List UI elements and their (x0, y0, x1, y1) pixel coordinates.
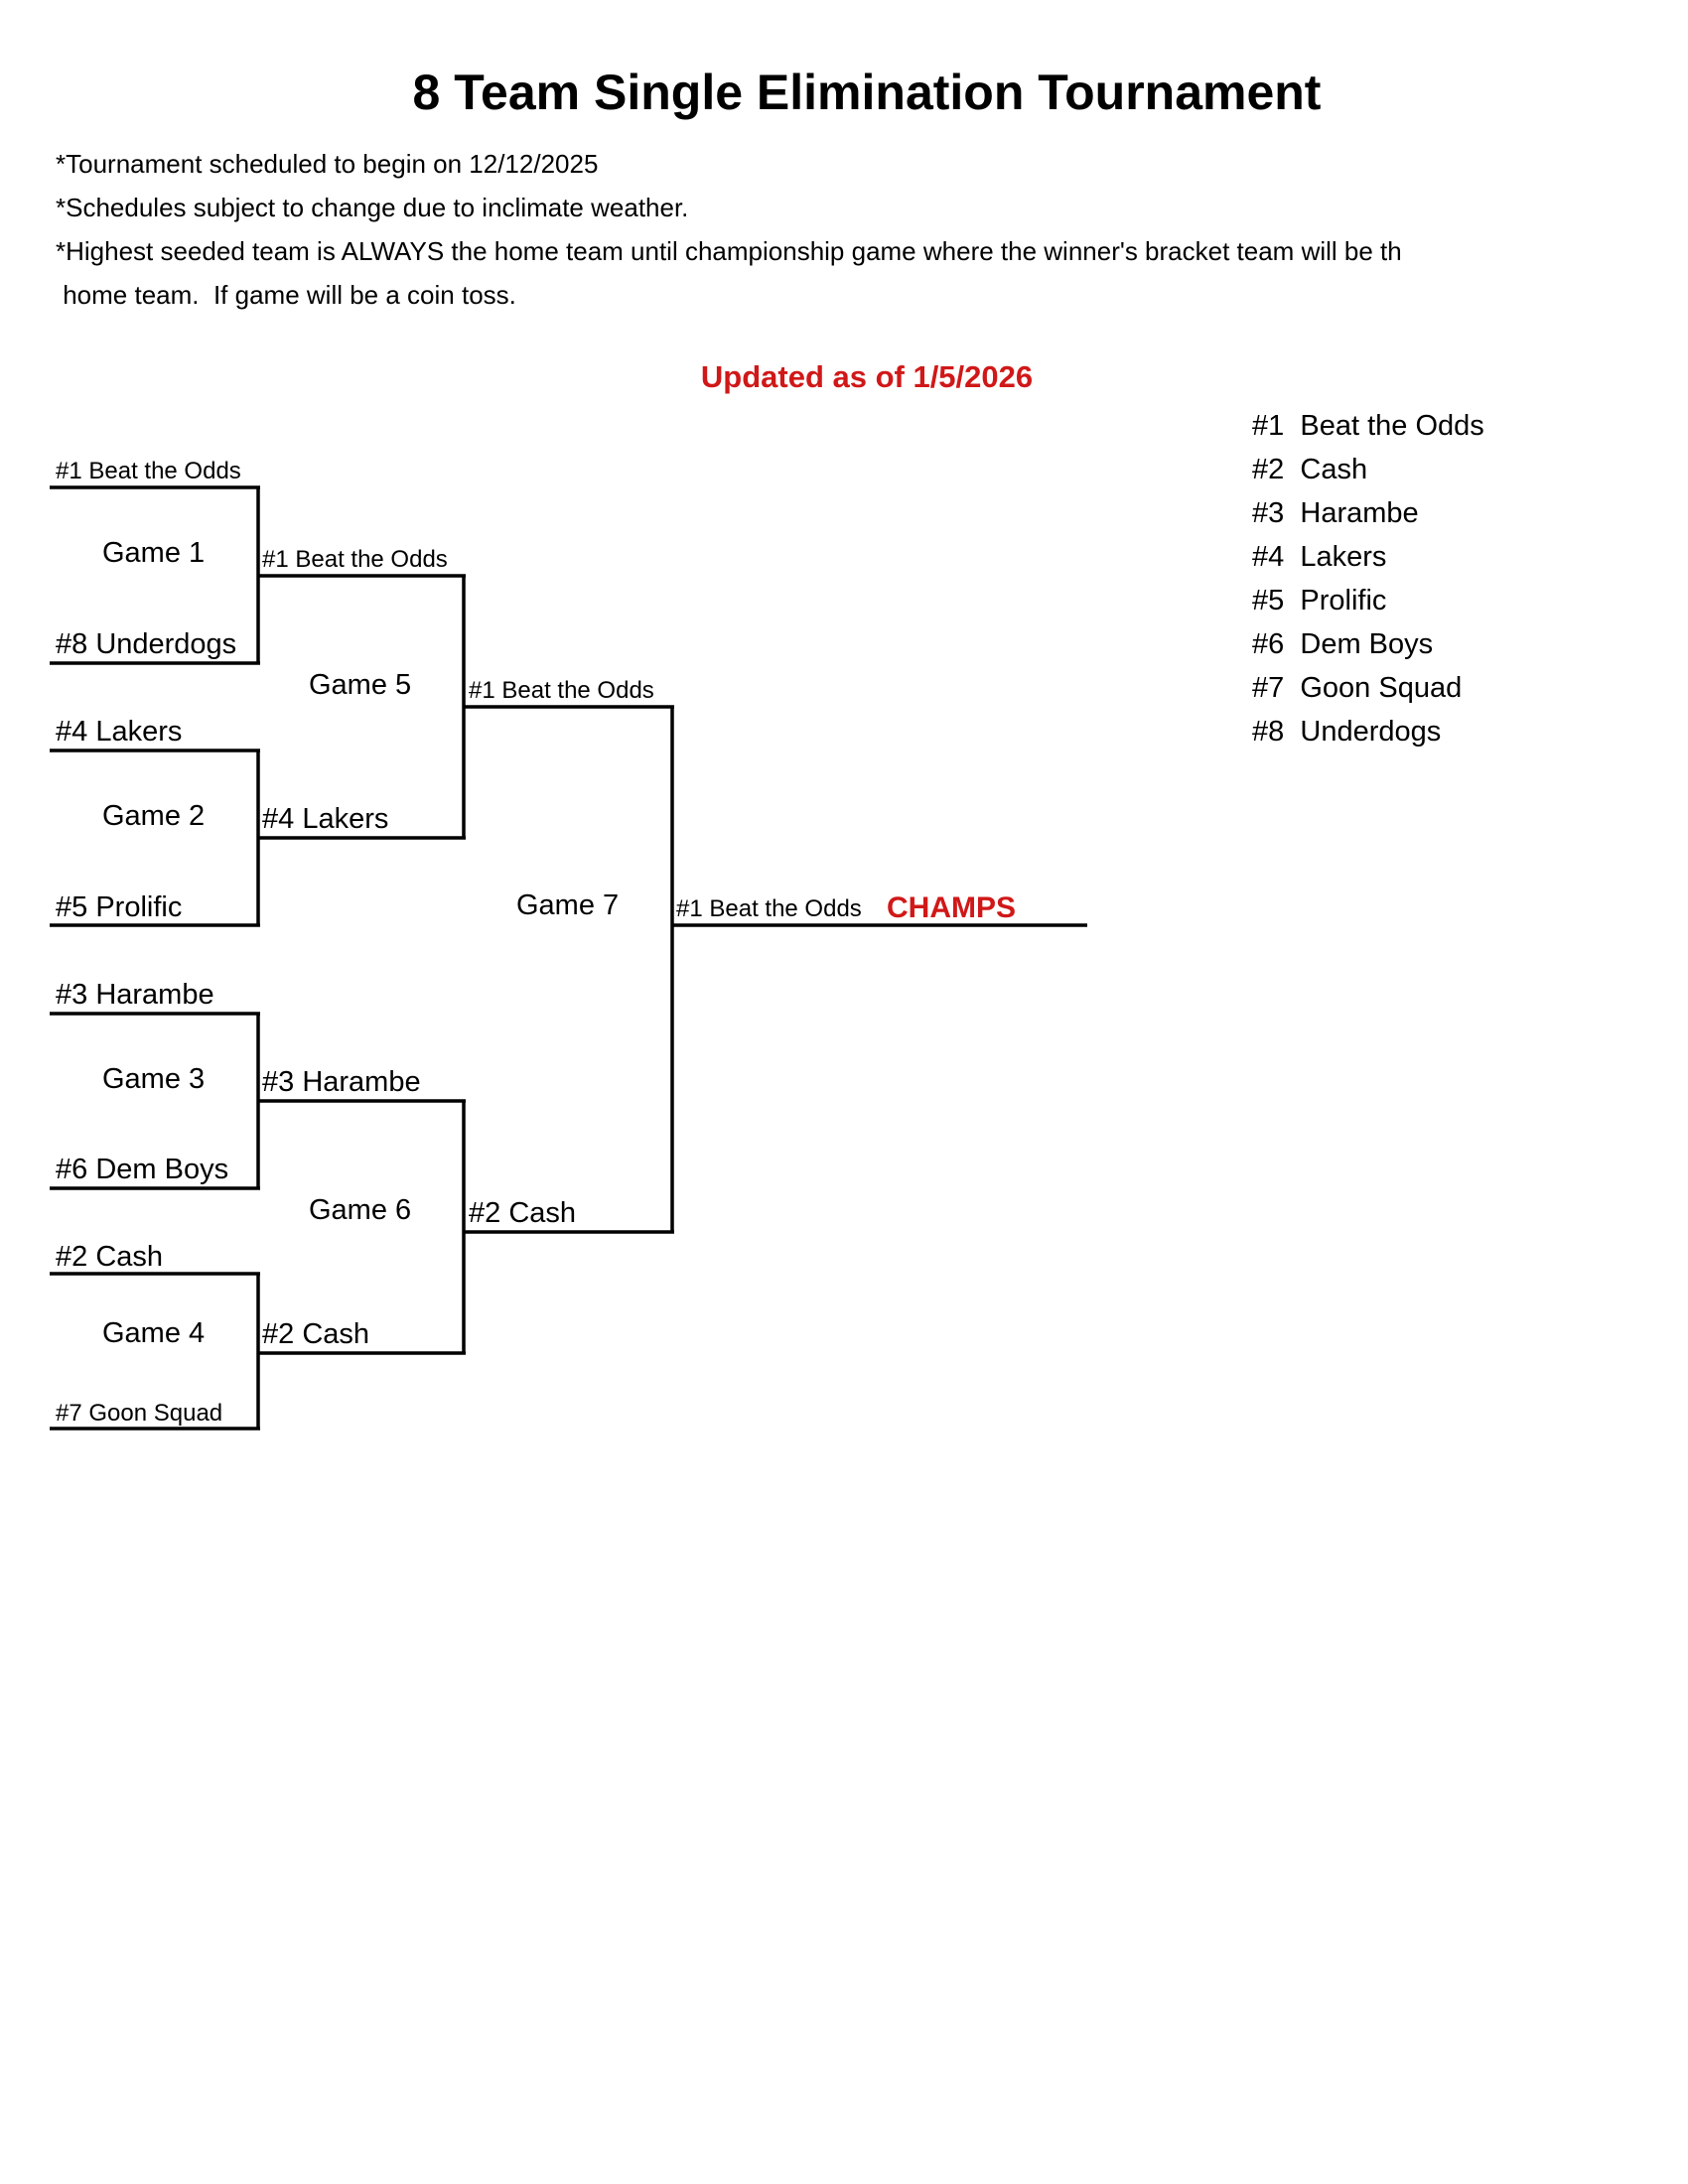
slot-game6-top: #3 Harambe (262, 1066, 421, 1098)
seed-item: #4 Lakers (1252, 541, 1387, 573)
note-start-date: *Tournament scheduled to begin on 12/12/2025 (56, 149, 599, 179)
game-3-label: Game 3 (102, 1063, 206, 1095)
slot-game3-bottom: #6 Dem Boys (56, 1154, 229, 1185)
slot-game1-top: #1 Beat the Odds (56, 458, 241, 484)
note-home-team-cont: home team. If game will be a coin toss. (56, 280, 516, 310)
slot-game5-bottom: #4 Lakers (262, 803, 389, 835)
game-6-label: Game 6 (309, 1194, 412, 1226)
seed-item: #8 Underdogs (1252, 716, 1442, 748)
slot-game7-bottom: #2 Cash (469, 1197, 577, 1229)
champion-team: #1 Beat the Odds (676, 895, 862, 922)
game-4-label: Game 4 (102, 1317, 206, 1349)
game-1-label: Game 1 (102, 537, 206, 569)
champs-label: CHAMPS (887, 891, 1017, 924)
seed-item: #7 Goon Squad (1252, 672, 1463, 704)
game-5-label: Game 5 (309, 669, 412, 701)
slot-game7-top: #1 Beat the Odds (469, 677, 654, 704)
page-title: 8 Team Single Elimination Tournament (412, 65, 1322, 120)
seed-item: #2 Cash (1252, 454, 1368, 485)
slot-game4-bottom: #7 Goon Squad (56, 1400, 223, 1427)
slot-game2-bottom: #5 Prolific (56, 891, 183, 923)
updated-date: Updated as of 1/5/2026 (700, 359, 1034, 394)
slot-game1-bottom: #8 Underdogs (56, 628, 237, 660)
note-weather: *Schedules subject to change due to inclimate weather. (56, 193, 689, 222)
game-2-label: Game 2 (102, 800, 206, 832)
seed-item: #1 Beat the Odds (1252, 410, 1484, 442)
slot-game4-top: #2 Cash (56, 1241, 164, 1273)
slot-game5-top: #1 Beat the Odds (262, 546, 448, 573)
slot-game6-bottom: #2 Cash (262, 1318, 370, 1350)
game-7-label: Game 7 (516, 889, 620, 921)
seed-item: #3 Harambe (1252, 497, 1419, 529)
note-home-team: *Highest seeded team is ALWAYS the home team until championship game where the winner's bracket team will be th (56, 236, 1402, 266)
slot-game3-top: #3 Harambe (56, 979, 214, 1011)
seed-item: #6 Dem Boys (1252, 628, 1434, 660)
seed-item: #5 Prolific (1252, 585, 1387, 616)
slot-game2-top: #4 Lakers (56, 716, 183, 748)
